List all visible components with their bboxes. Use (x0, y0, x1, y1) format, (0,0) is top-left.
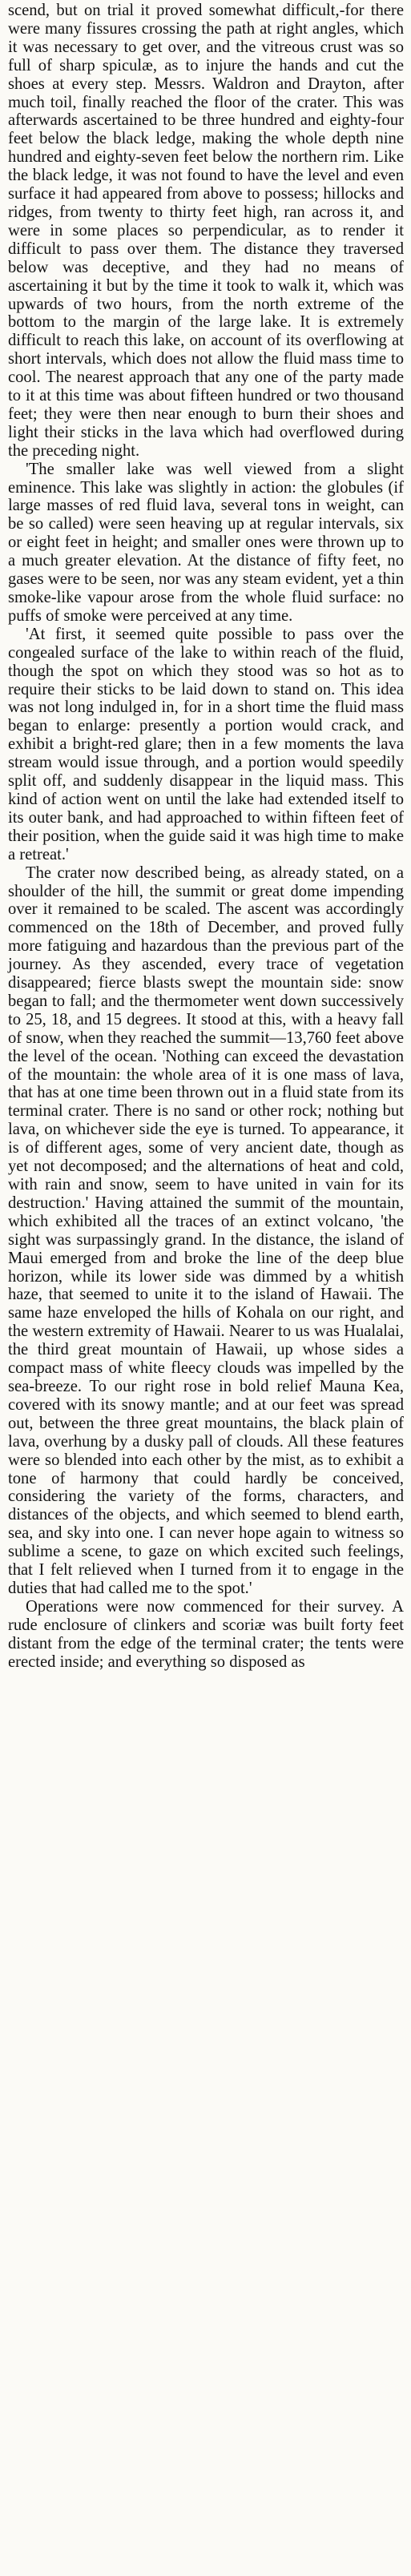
article-paragraph: Operations were now commenced for their survey. A rude enclosure of clinkers and scoriæ was built forty feet distant from the edge of the terminal crater; the tents were erected inside; and everything so disposed as (8, 1597, 404, 1671)
article-paragraph: The crater now described being, as already stated, on a shoulder of the hill, the summit or great dome impending over it remained to be scaled. The ascent was accordingly commenced on the 18th of December, and proved fully more fatiguing and hazardous than the previous part of the journey. As they ascended, every trace of vegetation disappeared; fierce blasts swept the mountain side: snow began to fall; and the thermometer went down successively to 25, 18, and 15 degrees. It stood at this, with a heavy fall of snow, when they reached the summit—13,760 feet above the level of the ocean. 'Nothing can exceed the devastation of the mountain: the whole area of it is one mass of lava, that has at one time been thrown out in a fluid state from its terminal crater. There is no sand or other rock; nothing but lava, on whichever side the eye is turned. To appearance, it is of different ages, some of very ancient date, though as yet not decomposed; and the alternations of heat and cold, with rain and snow, seem to have united in vain for its destruction.' Having attained the summit of the mountain, which exhibited all the traces of an extinct volcano, 'the sight was surpassingly grand. In the distance, the island of Maui emerged from and broke the line of the deep blue horizon, while its lower side was dimmed by a whitish haze, that seemed to unite it to the island of Hawaii. The same haze enveloped the hills of Kohala on our right, and the western extremity of Hawaii. Nearer to us was Hualalai, the third great mountain of Hawaii, up whose sides a compact mass of white fleecy clouds was impelled by the sea-breeze. To our right rose in bold relief Mauna Kea, covered with its snowy mantle; and at our feet was spread out, between the three great mountains, the black plain of lava, overhung by a dusky pall of clouds. All these features were so blended into each other by the mist, as to exhibit a tone of harmony that could hardly be conceived, considering the variety of the forms, characters, and distances of the objects, and which seemed to blend earth, sea, and sky into one. I can never hope again to witness so sublime a scene, to gaze on which excited such feelings, that I felt relieved when I turned from it to engage in the duties that had called me to the spot.' (8, 863, 404, 1597)
article-paragraph: 'At first, it seemed quite possible to pass over the congealed surface of the lake to within reach of the fluid, though the spot on which they stood was so hot as to require their sticks to be laid down to stand on. This idea was not long indulged in, for in a short time the fluid mass began to enlarge: presently a portion would crack, and exhibit a bright-red glare; then in a few moments the lava stream would issue through, and a portion would speedily split off, and suddenly disappear in the liquid mass. This kind of action went on until the lake had extended itself to its outer bank, and had approached to within fifteen feet of their position, when the guide said it was high time to make a retreat.' (8, 625, 404, 863)
article-paragraph: 'The smaller lake was well viewed from a slight eminence. This lake was slightly in action: the globules (if large masses of red fluid lava, several tons in weight, can be so called) were seen heaving up at regular intervals, six or eight feet in height; and smaller ones were thrown up to a much greater elevation. At the distance of fifty feet, no gases were to be seen, nor was any steam evident, yet a thin smoke-like vapour arose from the whole fluid surface: no puffs of smoke were perceived at any time. (8, 460, 404, 625)
article-paragraph: scend, but on trial it proved somewhat difficult,-for there were many fissures crossing the path at right angles, which it was necessary to get over, and the vitreous crust was so full of sharp spiculæ, as to injure the hands and cut the shoes at every step. Messrs. Waldron and Drayton, after much toil, finally reached the floor of the crater. This was afterwards ascertained to be three hundred and eighty-four feet below the black ledge, making the whole depth nine hundred and eighty-seven feet below the northern rim. Like the black ledge, it was not found to have the level and even surface it had appeared from above to possess; hillocks and ridges, from twenty to thirty feet high, ran across it, and were in some places so perpendicular, as to render it difficult to pass over them. The distance they traversed below was deceptive, and they had no means of ascertaining it but by the time it took to walk it, which was upwards of two hours, from the north extreme of the bottom to the margin of the large lake. It is extremely difficult to reach this lake, on account of its overflowing at short intervals, which does not allow the fluid mass time to cool. The nearest approach that any one of the party made to it at this time was about fifteen hundred or two thousand feet; they were then near enough to burn their shoes and light their sticks in the lava which had overflowed during the preceding night. (8, 2, 404, 460)
